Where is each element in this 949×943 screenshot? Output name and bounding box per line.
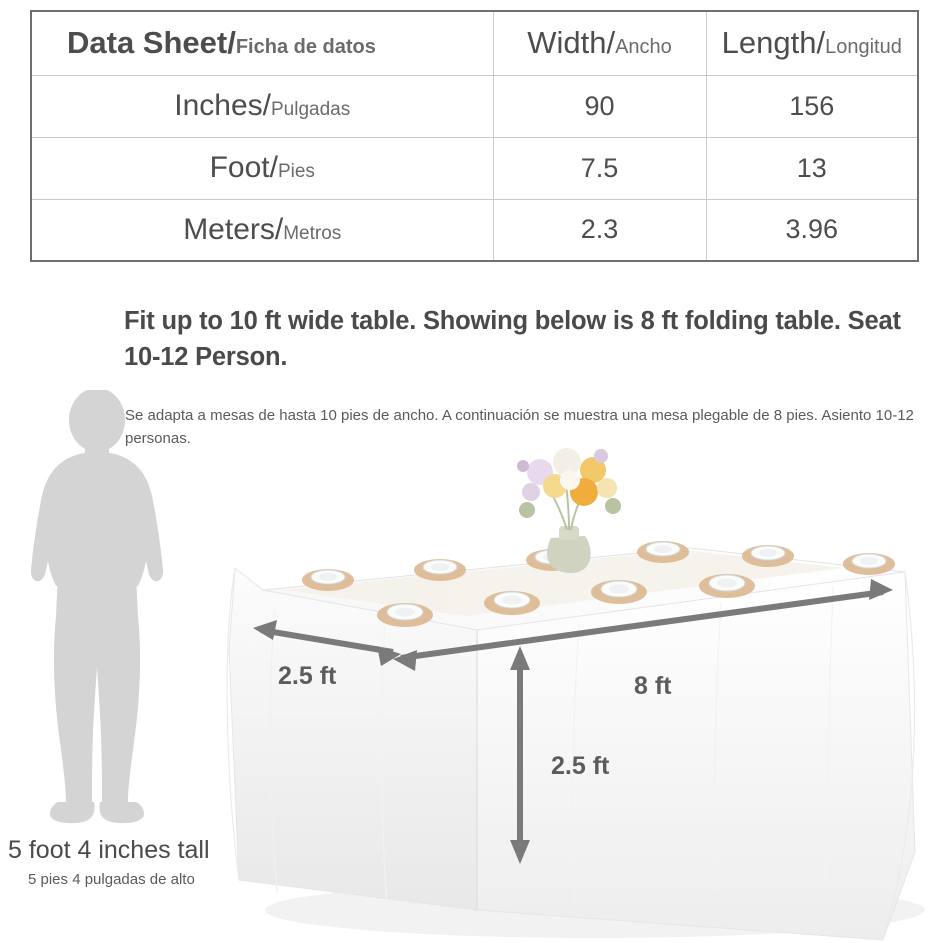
table-row [31,137,918,199]
row-label-meters [31,199,493,261]
place-setting [637,541,689,563]
row-width-value: 7.5 [493,137,706,199]
header-length-es: Longitud [825,36,902,59]
headline-spanish: Se adapta a mesas de hasta 10 pies de ancho. A continuación se muestra una mesa plegable de 8 pies. Asiento 10-12 personas. [125,407,914,448]
place-setting [699,574,755,598]
tablecloth-drawing [215,440,949,943]
place-setting [843,553,895,575]
header-datasheet-en: Data Sheet/ [67,25,236,61]
row-label-es: Pulgadas [271,99,351,120]
row-label-inches [31,75,493,137]
header-cell-datasheet [31,11,493,75]
row-label-en: Meters/ [183,212,284,246]
table-row [31,75,918,137]
place-setting [302,569,354,591]
person-icon [0,390,200,850]
header-cell-width [493,11,706,75]
header-width-es: Ancho [615,36,672,59]
cloth-front-drop [477,572,915,940]
dimension-label-drop: 2.5 ft [551,752,610,780]
row-label-foot [31,137,493,199]
row-label-es: Metros [283,222,342,244]
vase-icon [547,536,591,573]
place-setting [414,559,466,581]
table-row [31,199,918,261]
row-length-value: 3.96 [706,199,918,261]
header-datasheet-es: Ficha de datos [235,36,376,59]
row-length-value: 156 [706,75,918,137]
person-caption-english: 5 foot 4 inches tall [8,836,210,864]
headline-english: Fit up to 10 ft wide table. Showing below is 8 ft folding table. Seat 10-12 Person. [124,307,901,372]
row-label-es: Pies [277,161,315,182]
dimension-label-width: 2.5 ft [278,662,337,690]
header-width-en: Width/ [527,25,616,61]
header-length-en: Length/ [721,25,826,61]
person-silhouette [0,390,200,850]
place-setting [591,580,647,604]
row-label-en: Inches/ [174,89,271,122]
table-illustration [215,440,949,943]
header-cell-length [706,11,918,75]
place-setting [484,591,540,615]
row-length-value: 13 [706,137,918,199]
person-caption-spanish: 5 pies 4 pulgadas de alto [28,871,195,888]
row-label-en: Foot/ [209,151,278,184]
dimension-label-length: 8 ft [634,672,672,700]
data-sheet-table [30,10,919,262]
row-width-value: 90 [493,75,706,137]
row-width-value: 2.3 [493,199,706,261]
place-setting [377,603,433,627]
table-header-row [31,11,918,75]
place-setting [742,545,794,567]
